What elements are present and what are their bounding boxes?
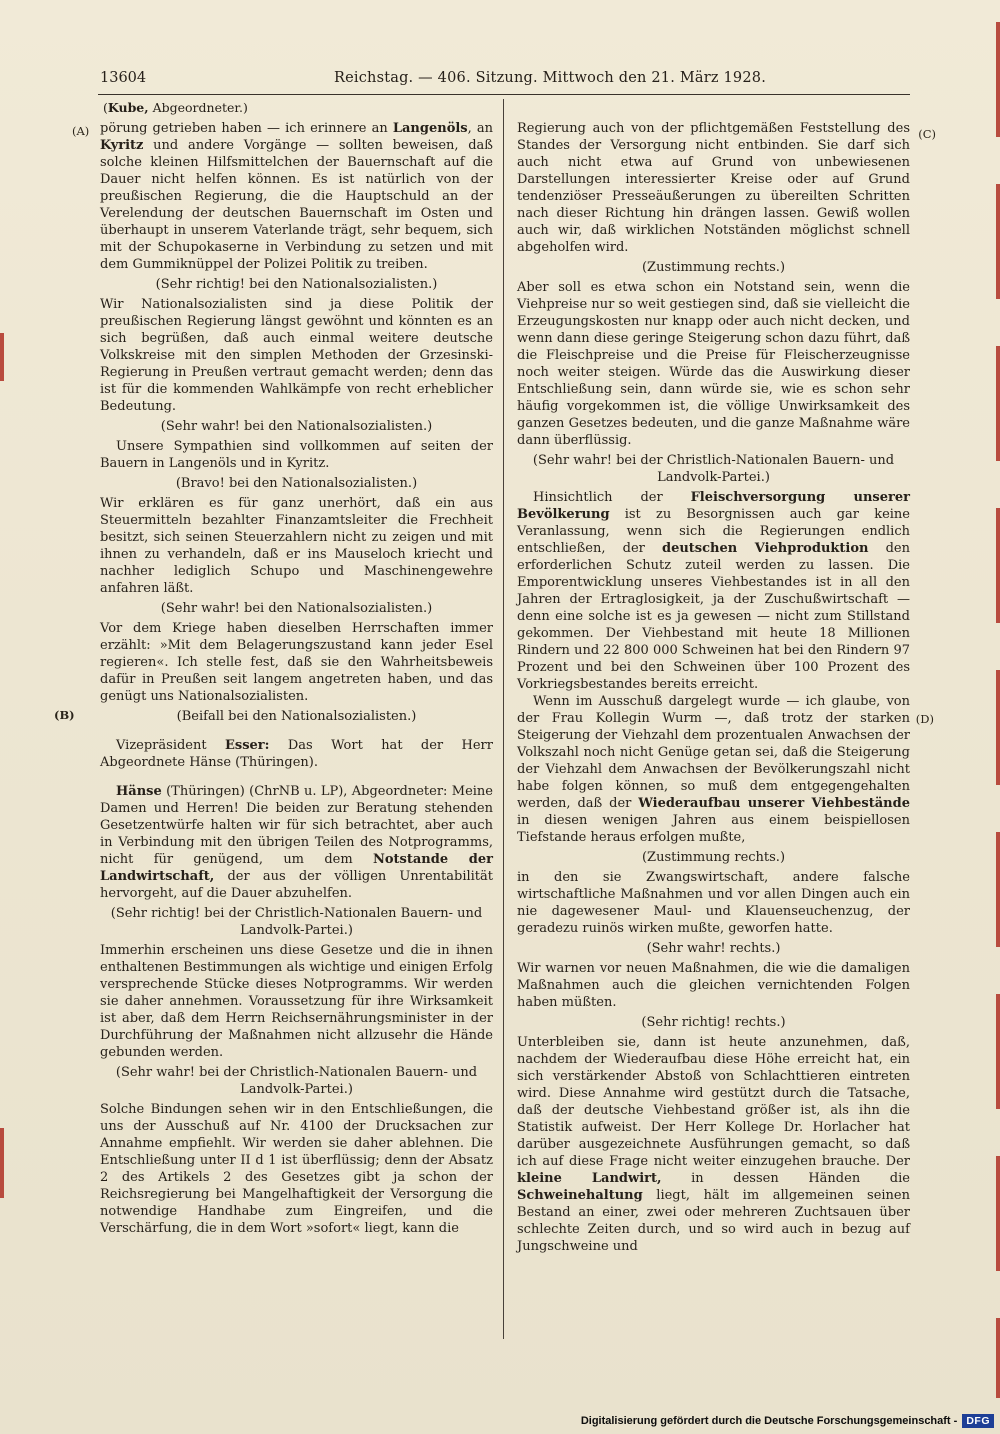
paragraph: Aber soll es etwa schon ein Notstand sein, wenn die Viehpreise nur so weit gestiegen sind, daß sie vielleicht die Erzeugungskosten nur knapp oder auch nicht decken, und wenn dann diese geringe Steigerung schon dazu führt, daß die Fleischpreise und die Preise für Fleischerzeugnisse noch weiter steigen. Würde das die Auswirkung dieser Entschließung sein, dann würde sie, wie es schon sehr häufig vorgekommen ist, die völlige Unwirksamkeit des ganzen Gesetzes bedeuten, und die ganze Maßnahme wäre dann überflüssig. <box>517 280 910 448</box>
paragraph: Wir Nationalsozialisten sind ja diese Politik der preußischen Regierung längst gewöhnt und könnten es an sich begrüßen, daß auch einmal weitere deutsche Volkskreise mit den simplen Methoden der Grzesinski-Regierung in Preußen vertraut gemacht werden; denn das ist für die kommenden Wahlkämpfe von recht erheblicher Bedeutung. <box>100 297 493 414</box>
interjection: (Beifall bei den Nationalsozialisten.) <box>176 709 417 724</box>
interjection: (Sehr richtig! rechts.) <box>641 1015 786 1030</box>
paragraph: Unsere Sympathien sind vollkommen auf seiten der Bauern in Langenöls und in Kyritz. <box>100 439 493 471</box>
page-header <box>100 70 908 86</box>
paragraph: Immerhin erscheinen uns diese Gesetze und die in ihnen enthaltenen Bestimmungen als wichtige und einigen Erfolg versprechende Stücke dieses Notprogramms. Wir werden sie daher annehmen. Voraussetzung für ihre Wirksamkeit ist aber, daß dem Herrn Reichsernährungsminister in der Durchführung der Maßnahmen nicht allzusehr die Hände gebunden werden. <box>100 943 493 1060</box>
interjection: (Bravo! bei den Nationalsozialisten.) <box>175 476 418 491</box>
interjection: (Zustimmung rechts.) <box>641 850 786 865</box>
red-edge-mark-left <box>0 1128 4 1198</box>
speaker-paragraph: Hänse (Thüringen) (ChrNB u. LP), Abgeordneter: Meine Damen und Herren! Die beiden zur Beratung stehenden Gesetzentwürfe halten wir für sich betrachtet, aber auch in Verbindung mit den übrigen Teilen des Notprogramms, nicht für genügend, um dem Notstande der Landwirtschaft, der aus der völligen Unrentabilität hervorgeht, auf die Dauer abzuhelfen. <box>100 784 493 901</box>
paragraph: in den sie Zwangswirtschaft, andere falsche wirtschaftliche Maßnahmen und vor allen Dingen auch ein nie dagewesener Maul- und Klauenseuchenzug, der geradezu ruinös wirken mußte, geworfen hatte. <box>517 870 910 936</box>
speaker-continuation-name: Kube, <box>107 100 149 115</box>
page-number: 13604 <box>100 70 147 86</box>
interjection: (Sehr wahr! rechts.) <box>646 941 781 956</box>
paragraph: pörung getrieben haben — ich erinnere an Langenöls, an Kyritz und andere Vorgänge — sollten beweisen, daß solche kleinen Hilfsmittelchen der Bauernschaft auf die Dauer nicht helfen können. Es ist natürlich von der preußischen Regierung, die die Hauptschuld an der Verelendung der deutschen Bauernschaft im Osten und überhaupt in unserem Vaterlande trägt, sehr bequem, sich mit der Schupokaserne in Verbindung zu setzen und mit dem Gummiknüppel der Polizei Politik zu treiben. <box>100 121 494 272</box>
paragraph: Wir erklären es für ganz unerhört, daß ein aus Steuermitteln bezahlter Finanzamtsleiter die Frechheit besitzt, sich seinen Steuerzahlern nicht zu zeigen und mit ihnen zu verhandeln, daß er ins Mauseloch kriecht und nachher lediglich Schupo und Maschinengewehre anfahren läßt. <box>100 496 493 596</box>
interjection: (Sehr wahr! bei den Nationalsozialisten.) <box>160 419 433 434</box>
speaker-paragraph: Vizepräsident Esser: Das Wort hat der Herr Abgeordnete Hänse (Thüringen). <box>100 738 493 770</box>
session-title: Reichstag. — 406. Sitzung. Mittwoch den 21. März 1928. <box>333 70 767 86</box>
left-column <box>100 120 493 1255</box>
digitization-credit-text: Digitalisierung gefördert durch die Deutsche Forschungsgemeinschaft - <box>580 1415 958 1427</box>
speaker-continuation-rest: Abgeordneter.) <box>148 100 248 115</box>
interjection: (Sehr richtig! bei der Christlich-Nationalen Bauern- und Landvolk-Partei.) <box>110 906 483 938</box>
paragraph: Solche Bindungen sehen wir in den Entschließungen, die uns der Ausschuß auf Nr. 4100 der Drucksachen zur Annahme empfiehlt. Wir werden sie daher ablehnen. Die Entschließung unter II d 1 ist überflüssig; denn der Absatz 2 des Artikels 2 des Gesetzes gibt ja schon der Reichsregierung bei Mangelhaftigkeit der Versorgung die notwendige Handhabe zum Eingreifen, und die Verschärfung, die in dem Wort »sofort« liegt, kann die <box>100 1102 493 1236</box>
interjection: (Sehr wahr! bei den Nationalsozialisten.) <box>160 601 433 616</box>
dfg-logo: DFG <box>962 1414 994 1428</box>
speaker-continuation <box>103 100 248 115</box>
interjection: (Sehr wahr! bei der Christlich-Nationalen Bauern- und Landvolk-Partei.) <box>532 453 895 485</box>
paragraph: Wenn im Ausschuß dargelegt wurde — ich glaube, von der Frau Kollegin Wurm —, daß trotz der starken Steigerung der Viehzahl dem prozentualen Anwachsen der Volkszahl noch nicht Genüge getan sei, daß die Steigerung der Viehzahl dem Anwachsen der Bevölkerungszahl nicht habe folgen können, so muß dem entgegengehalten werden, daß der Wiederaufbau unserer Viehbestände in diesen wenigen Jahren aus einem beispiellosen Tiefstande heraus erfolgen mußte, <box>517 694 910 845</box>
red-edge-mark-left <box>0 333 4 381</box>
margin-marker-b: (B) <box>54 708 75 722</box>
paragraph: Vor dem Kriege haben dieselben Herrschaften immer erzählt: »Mit dem Belagerungszustand kann jeder Esel regieren«. Ich stelle fest, daß sie den Wahrheitsbeweis dafür in Preußen seit langem angetreten haben, und das genügt uns Nationalsozialisten. <box>100 621 493 704</box>
paragraph: Wir warnen vor neuen Maßnahmen, die wie die damaligen Maßnahmen auch die gleichen vernichtenden Folgen haben müßten. <box>517 961 910 1010</box>
paragraph: Regierung auch von der pflichtgemäßen Feststellung des Standes der Versorgung nicht entbinden. Sie darf sich auch nicht etwa auf Grund von unbewiesenen Darstellungen interessierter Kreise oder auf Grund tendenziöser Presseäußerungen zu übereilten Schritten nach dieser Richtung hin drängen lassen. Gewiß wollen auch wir, daß wirklichen Notständen möglichst schnell abgeholfen wird. <box>517 121 910 255</box>
margin-marker-a: (A) <box>72 124 90 138</box>
interjection: (Sehr richtig! bei den Nationalsozialisten.) <box>155 277 438 292</box>
margin-marker-d: (D) <box>915 712 934 726</box>
margin-marker-c: (C) <box>918 127 936 141</box>
interjection: (Zustimmung rechts.) <box>641 260 786 275</box>
header-rule <box>98 94 910 95</box>
paragraph: Hinsichtlich der Fleischversorgung unserer Bevölkerung ist zu Besorgnissen auch gar keine Veranlassung, wenn sich die Regierungen endlich entschließen, der deutschen Viehproduktion den erforderlichen Schutz zuteil werden zu lassen. Die Emporentwicklung unseres Viehbestandes ist in all den Jahren der Ertraglosigkeit, ja der Zuschußwirtschaft — denn eine solche ist es ja gewesen — nicht zum Stillstand gekommen. Der Viehbestand mit heute 18 Millionen Rindern und 22 800 000 Schweinen hat bei den Rindern 97 Prozent und bei den Schweinen über 100 Prozent des Vorkriegsbestandes bereits erreicht. <box>517 490 910 692</box>
speaker-continuation-open: ( <box>103 100 108 115</box>
interjection: (Sehr wahr! bei der Christlich-Nationalen Bauern- und Landvolk-Partei.) <box>115 1065 478 1097</box>
red-edge-marks-right <box>996 22 1000 1398</box>
text-columns <box>100 120 910 1255</box>
right-column <box>517 120 910 1255</box>
paragraph: Unterbleiben sie, dann ist heute anzunehmen, daß, nachdem der Wiederaufbau diese Höhe erreicht hat, ein sich verstärkender Abstoß von Schlachttieren eintreten wird. Diese Annahme wird gestützt durch die Tatsache, daß der deutsche Viehbestand größer ist, als ihn die Statistik aufweist. Der Herr Kollege Dr. Horlacher hat darüber ausgezeichnete Ausführungen gemacht, so daß ich auf diese Frage nicht weiter einzugehen brauche. Der kleine Landwirt, in dessen Händen die Schweinehaltung liegt, hält im allgemeinen seinen Bestand an einer, zwei oder mehreren Zuchtsauen über schlechte Zeiten durch, und so wird auch in bezug auf Jungschweine und <box>517 1035 910 1254</box>
digitization-credit <box>581 1414 994 1428</box>
